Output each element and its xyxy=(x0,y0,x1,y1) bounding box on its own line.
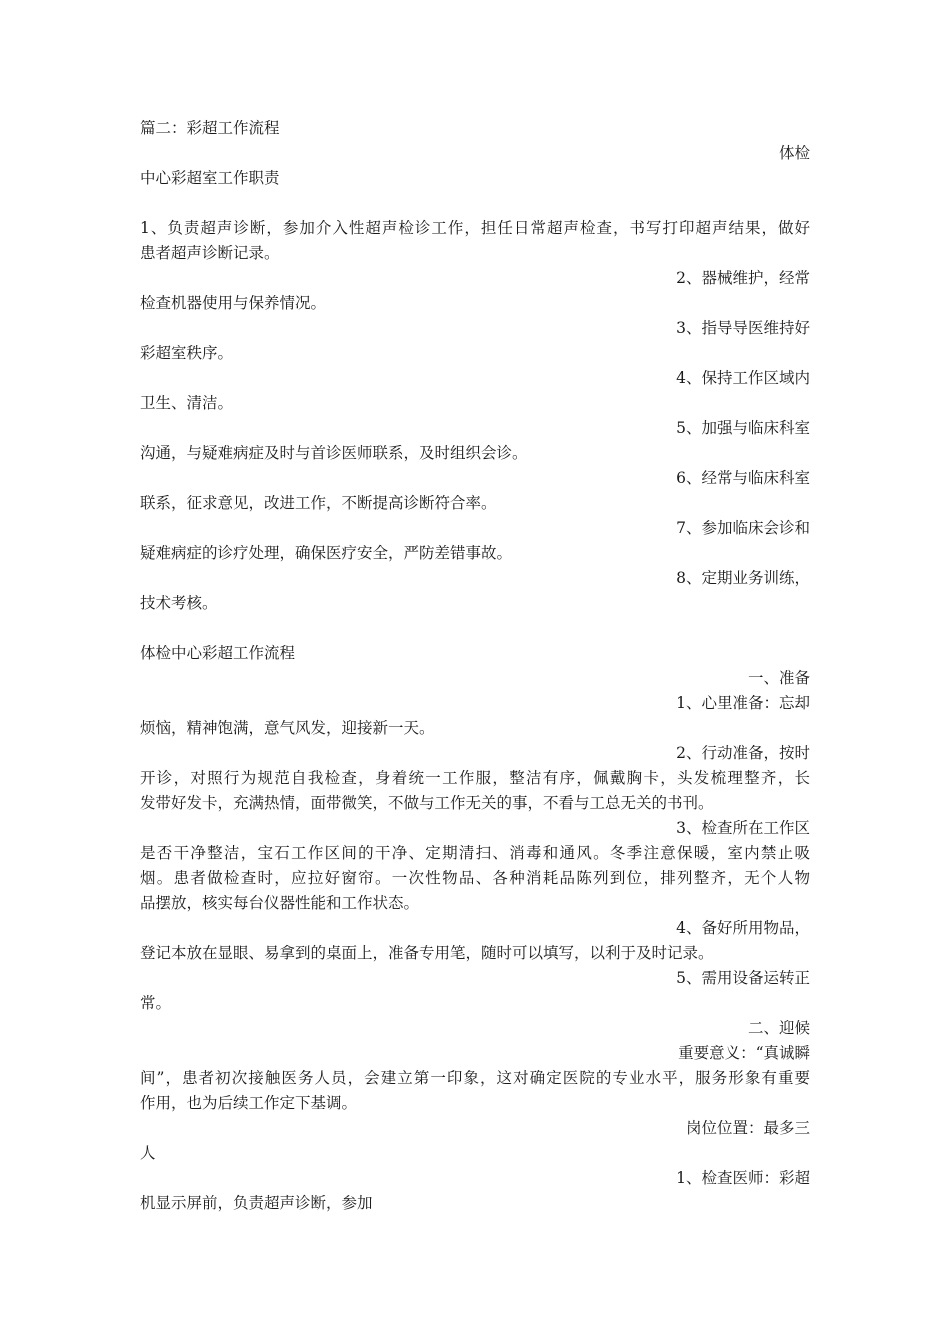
text-line: 机显示屏前，负责超声诊断，参加 xyxy=(140,1194,373,1212)
text-line: 4、备好所用物品， xyxy=(676,919,810,937)
text-line: 2、器械维护，经常 xyxy=(676,269,810,287)
text-line: 6、经常与临床科室 xyxy=(676,469,810,487)
text-line: 间”，患者初次接触医务人员，会建立第一印象，这对确定医院的专业水平，服务形象有重要 xyxy=(140,1069,810,1087)
text-line: 3、指导导医维持好 xyxy=(676,319,810,337)
text-line: 发带好发卡，充满热情，面带微笑，不做与工作无关的事，不看与工总无关的书刊。 xyxy=(140,794,714,812)
text-line: 技术考核。 xyxy=(140,594,218,612)
text-line: 5、加强与临床科室 xyxy=(676,419,810,437)
text-line: 彩超室秩序。 xyxy=(140,344,234,362)
text-line: 登记本放在显眼、易拿到的桌面上，准备专用笔，随时可以填写，以利于及时记录。 xyxy=(140,944,714,962)
text-line: 1、检查医师：彩超 xyxy=(676,1169,810,1187)
text-line: 5、需用设备运转正 xyxy=(676,969,810,987)
text-line: 沟通，与疑难病症及时与首诊医师联系，及时组织会诊。 xyxy=(140,444,528,462)
text-line: 疑难病症的诊疗处理，确保医疗安全，严防差错事故。 xyxy=(140,544,513,562)
section-heading: 体检中心彩超工作流程 xyxy=(140,644,296,662)
text-line: 3、检查所在工作区 xyxy=(676,819,810,837)
text-line: 体检 xyxy=(778,144,810,162)
text-line: 人 xyxy=(140,1144,156,1162)
text-line: 是否干净整洁，宝石工作区间的干净、定期清扫、消毒和通风。冬季注意保暖，室内禁止吸 xyxy=(140,844,810,862)
text-line: 重要意义：“真诚瞬 xyxy=(678,1044,810,1062)
text-line: 品摆放，核实每台仪器性能和工作状态。 xyxy=(140,894,420,912)
text-line: 二、迎候 xyxy=(747,1019,810,1037)
text-line: 岗位位置：最多三 xyxy=(685,1119,810,1137)
text-line: 8、定期业务训练， xyxy=(676,569,810,587)
text-line: 2、行动准备，按时 xyxy=(676,744,810,762)
text-line: 患者超声诊断记录。 xyxy=(140,244,280,262)
text-line: 4、保持工作区域内 xyxy=(676,369,810,387)
text-line: 常。 xyxy=(140,994,172,1012)
text-line: 开诊，对照行为规范自我检查，身着统一工作服，整洁有序，佩戴胸卡，头发梳理整齐，长 xyxy=(140,769,810,787)
text-line: 作用，也为后续工作定下基调。 xyxy=(140,1094,358,1112)
text-line: 烟。患者做检查时，应拉好窗帘。一次性物品、各种消耗品陈列到位，排列整齐，无个人物 xyxy=(140,869,810,887)
text-line: 1、心里准备：忘却 xyxy=(676,694,810,712)
text-line: 卫生、清洁。 xyxy=(140,394,234,412)
document-title: 中心彩超室工作职责 xyxy=(140,169,280,187)
text-line: 一、准备 xyxy=(747,669,810,687)
text-line: 联系，征求意见，改进工作，不断提高诊断符合率。 xyxy=(140,494,497,512)
text-line: 7、参加临床会诊和 xyxy=(676,519,810,537)
text-line: 烦恼，精神饱满，意气风发，迎接新一天。 xyxy=(140,719,435,737)
text-line: 检查机器使用与保养情况。 xyxy=(140,294,327,312)
section-heading: 篇二：彩超工作流程 xyxy=(140,119,280,137)
text-line: 1、负责超声诊断，参加介入性超声检诊工作，担任日常超声检查，书写打印超声结果，做好 xyxy=(140,219,810,237)
